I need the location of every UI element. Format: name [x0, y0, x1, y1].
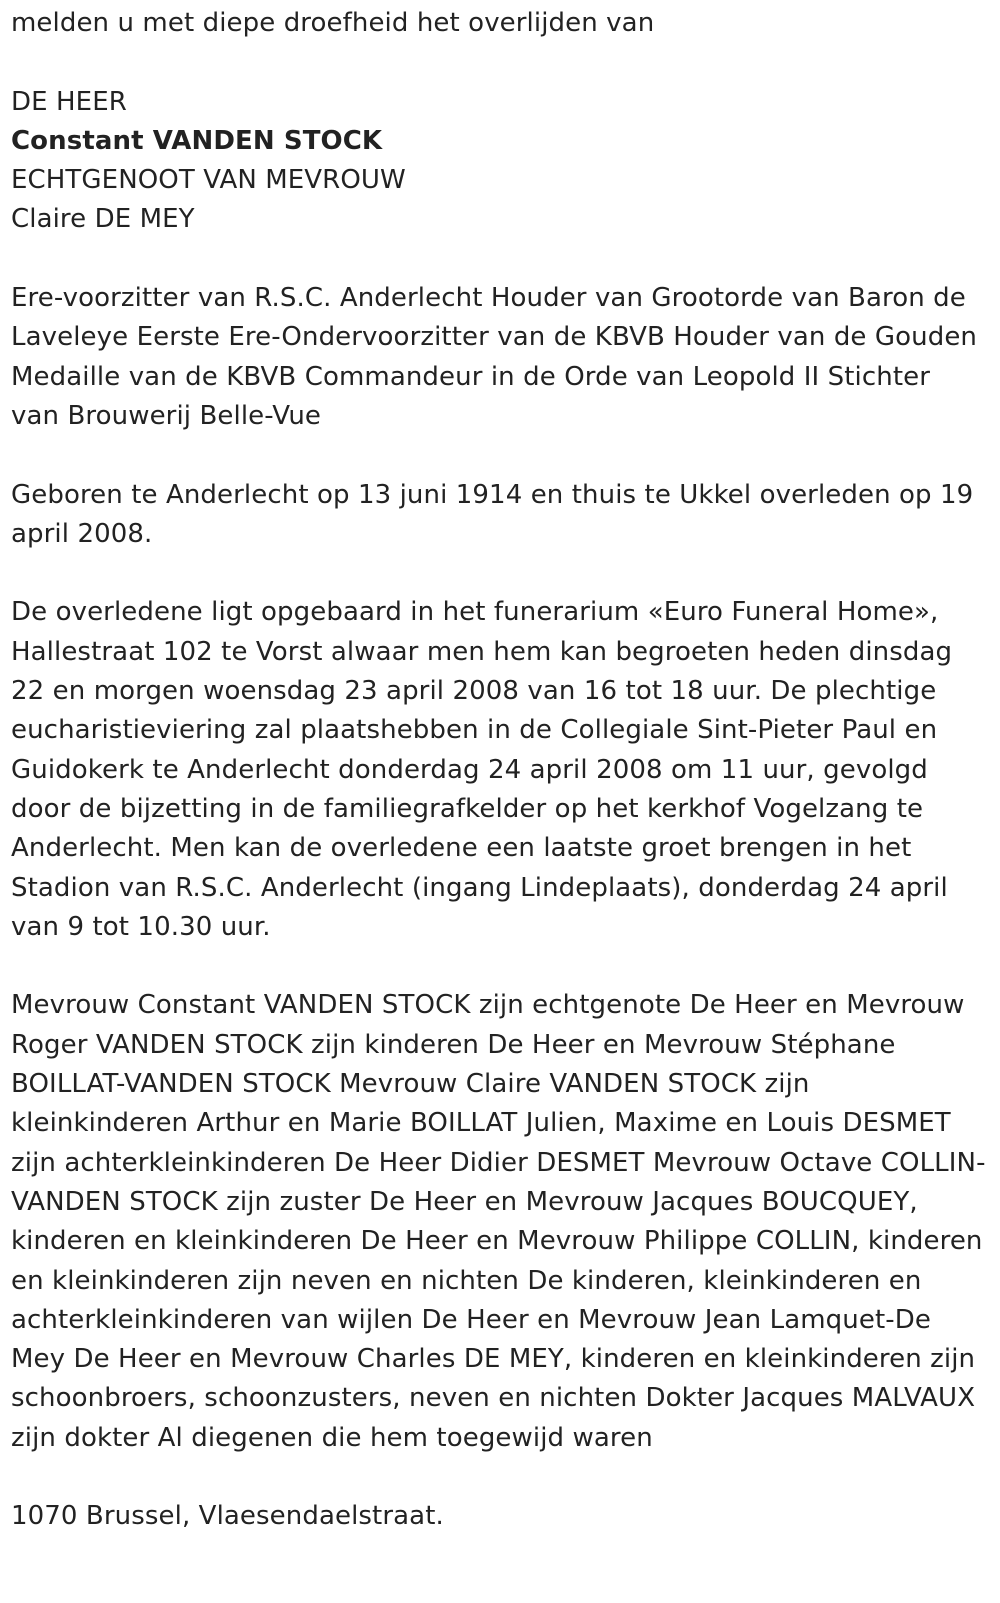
- spouse-label: ECHTGENOOT VAN MEVROUW: [11, 165, 406, 196]
- obituary-notice: [11, 0, 986, 1537]
- intro-text: melden u met diepe droefheid het overlijden van: [11, 8, 655, 38]
- spacer: [11, 947, 986, 986]
- birth-death-text: Geboren te Anderlecht op 13 juni 1914 en thuis te Ukkel overleden op 19 april 2008.: [11, 479, 974, 549]
- family-members: Mevrouw Constant VANDEN STOCK zijn echtgenote De Heer en Mevrouw Roger VANDEN STOCK zijn kinderen De Heer en Mevrouw Stéphane BOILLAT-VANDEN STOCK Mevrouw Claire VANDEN STOCK zijn kleinkinderen Arthur en Marie BOILLAT Julien, Maxime en Louis DESMET zijn achterkleinkinderen De Heer Didier DESMET Mevrouw Octave COLLIN-VANDEN STOCK zijn zuster De Heer en Mevrouw Jacques BOUCQUEY, kinderen en kleinkinderen De Heer en Mevrouw Philippe COLLIN, kinderen en kleinkinderen zijn neven en nichten De kinderen, kleinkinderen en achterkleinkinderen van wijlen De Heer en Mevrouw Jean Lamquet-De Mey De Heer en Mevrouw Charles DE MEY, kinderen en kleinkinderen zijn schoonbroers, schoonzusters, neven en nichten Dokter Jacques MALVAUX zijn dokter Al diegenen die hem toegewijd waren: [11, 990, 986, 1453]
- address-text: 1070 Brussel, Vlaesendaelstraat.: [11, 1501, 444, 1532]
- spacer: [11, 43, 986, 82]
- spacer: [11, 554, 986, 593]
- spouse-name: Claire DE MEY: [11, 204, 195, 235]
- funeral-details: De overledene ligt opgebaard in het funerarium «Euro Funeral Home», Hallestraat 102 te Vorst alwaar men hem kan begroeten heden dinsdag 22 en morgen woensdag 23 april 2008 van 16 tot 18 uur. De plechtige eucharistieviering zal plaatshebben in de Collegiale Sint-Pieter Paul en Guidokerk te Anderlecht donderdag 24 april 2008 om 11 uur, gevolgd door de bijzetting in de familiegrafkelder op het kerkhof Vogelzang te Anderlecht. Men kan de overledene een laatste groet brengen in het Stadion van R.S.C. Anderlecht (ingang Lindeplaats), donderdag 24 april van 9 tot 10.30 uur.: [11, 597, 953, 942]
- spacer: [11, 1458, 986, 1497]
- deceased-name: Constant VANDEN STOCK: [11, 125, 383, 156]
- spacer: [11, 240, 986, 279]
- spacer: [11, 436, 986, 475]
- honorary-titles: Ere-voorzitter van R.S.C. Anderlecht Houder van Grootorde van Baron de Laveleye Eerste Ere-Ondervoorzitter van de KBVB Houder van de Gouden Medaille van de KBVB Commandeur in de Orde van Leopold II Stichter van Brouwerij Belle-Vue: [11, 283, 977, 431]
- deceased-title: DE HEER: [11, 86, 127, 117]
